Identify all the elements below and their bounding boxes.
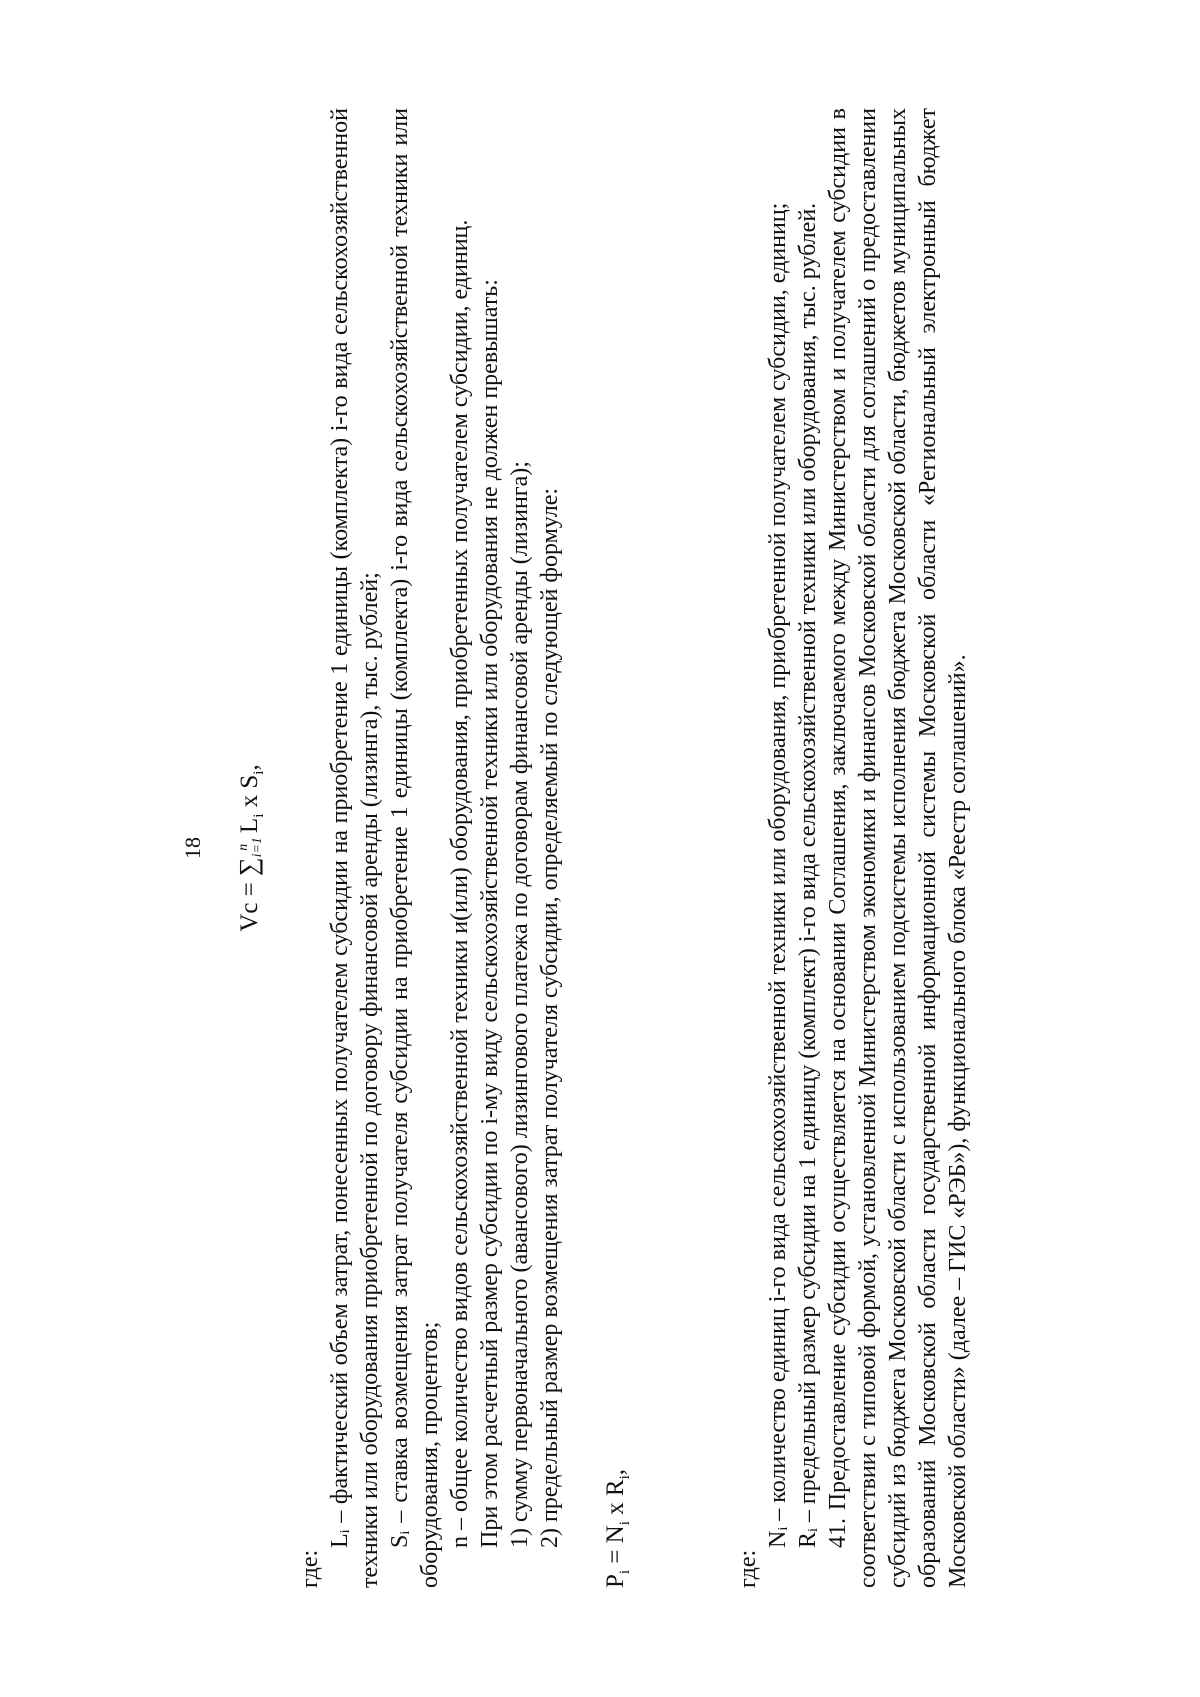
formula-vc-sub-i2: i [251, 770, 267, 775]
formula-pi-n: = N [602, 1525, 629, 1570]
sum-lower: i=1 [250, 837, 266, 858]
formula-vc-sub-i: i [251, 813, 267, 818]
paragraph-limit: При этом расчетный размер субсидии по i-му виду сельскохозяйственной техники или оборудования не должен превышать: [477, 279, 503, 1548]
limit-item-1: 1) сумму первоначального (авансового) лизингового платежа по договорам финансовой аренды (лизинга); [507, 461, 533, 1548]
document-body [295, 108, 973, 1588]
formula-vc-lhs: Vc = [236, 875, 263, 932]
formula-vc [234, 78, 265, 1618]
where-label-1: где: [297, 1549, 323, 1588]
page-number: 18 [180, 837, 205, 859]
sum-symbol: ∑ [234, 857, 263, 876]
def-ri: Rᵢ – предельный размер субсидии на 1 единицу (комплект) i-го вида сельскохозяйственной техники или оборудования, тыс. рублей. [795, 202, 821, 1548]
paragraph-41: 41. Предоставление субсидии осуществляется на основании Соглашения, заключаемого между Министерством и получателем субсидии в соответствии с типовой формой, установленной Министерством экономики и финансов Московской области для соглашений о предоставлении субсидий из бюджета Московской области с использованием подсистемы исполнения бюджета Московской области, бюджетов муниципальных образований Московской области государственной информационной системы Московской области «Региональный электронный бюджет Московской области» (далее – ГИС «РЭБ»), функционального блока «Реестр соглашений». [825, 108, 971, 1588]
formula-pi-sub1: i [617, 1569, 633, 1575]
formula-vc-end: , [236, 764, 263, 771]
formula-pi-sub2: i [617, 1521, 633, 1526]
formula-pi-r: x R [602, 1479, 629, 1522]
def-li: Lᵢ – фактический объем затрат, понесенных получателем субсидии на приобретение 1 единицы (комплекта) i-го вида сельскохозяйственной техники или оборудования приобретенной по договору финансовой аренды (лизинга), тыс. рублей; [327, 108, 383, 1588]
rotated-page [150, 78, 1050, 1618]
formula-pi-sub3: i [617, 1475, 633, 1480]
where-label-2: где: [735, 1549, 761, 1588]
def-ni: Nᵢ – количество единиц i-го вида сельскохозяйственной техники или оборудования, приобретенной получателем субсидии, единиц; [765, 202, 791, 1548]
formula-vc-s: x S [236, 774, 263, 814]
def-si: Sᵢ – ставка возмещения затрат получателя субсидии на приобретение 1 единицы (комплекта) i-го вида сельскохозяйственной техники или оборудования, процентов; [387, 108, 443, 1588]
formula-pi-p: P [602, 1574, 629, 1588]
formula-vc-l: L [236, 817, 263, 834]
limit-item-2: 2) предельный размер возмещения затрат получателя субсидии, определяемый по следующей формуле: [537, 487, 563, 1548]
sum-upper: n [236, 843, 252, 851]
sum-limits [237, 837, 265, 857]
formula-pi [601, 108, 631, 1588]
formula-pi-end: , [602, 1468, 629, 1476]
def-n: n – общее количество видов сельскохозяйственной техники и(или) оборудования, приобретенных получателем субсидии, единиц. [447, 219, 473, 1548]
